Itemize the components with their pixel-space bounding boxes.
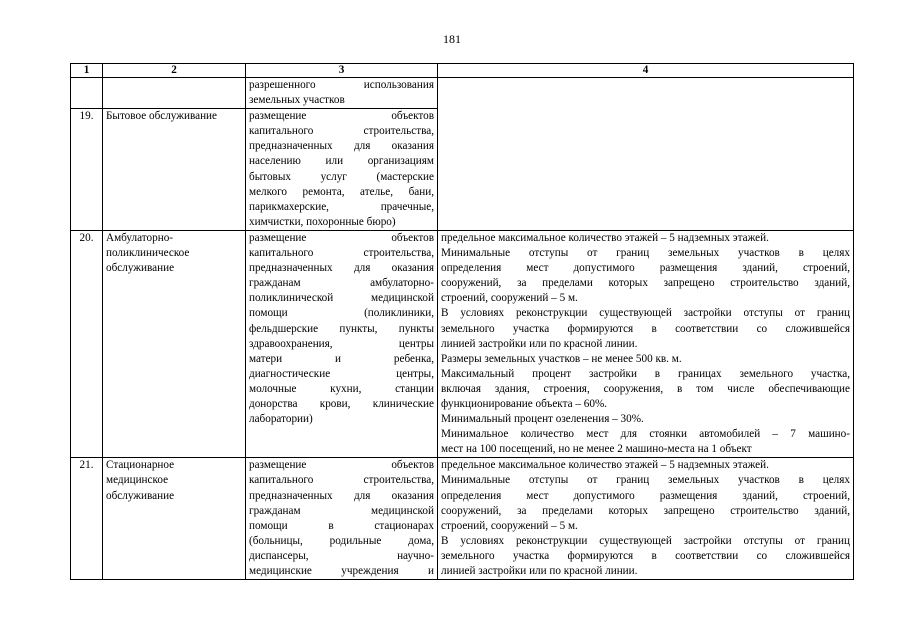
row-number-cell: 20. (71, 230, 103, 457)
description-cell-line: медицинские учреждения и (249, 565, 434, 577)
description-cell-line: диспансеры, научно- (249, 549, 434, 562)
parameters-cell-line: включая здания, строения, сооружения, в том числе обеспечивающие (441, 382, 850, 395)
header-col-1: 1 (71, 64, 103, 78)
description-cell-line: матери и ребенка, (249, 352, 434, 365)
description-cell (246, 109, 438, 231)
page-number: 181 (443, 32, 461, 46)
use-name-cell-line: обслуживание (106, 262, 175, 275)
parameters-cell-line: линией застройки или по красной линии. (441, 337, 638, 350)
description-cell (246, 230, 438, 457)
table-header-row (71, 64, 854, 78)
parameters-cell-line: Минимальные отступы от границ земельных участков в целях (441, 474, 850, 487)
description-cell-line: поликлинической медицинской (249, 292, 434, 305)
parameters-cell-line: земельного участка формируются в соответствии со сложившейся (441, 322, 850, 335)
parameters-cell-line: Минимальное количество мест для стоянки автомобилей – 7 машино- (441, 428, 850, 441)
use-name-cell-line: медицинское (106, 474, 169, 487)
header-col-2: 2 (103, 64, 246, 78)
description-cell-line: разрешенного использования (249, 79, 434, 91)
description-cell-line: земельных участков (249, 94, 345, 107)
description-cell (246, 78, 438, 109)
row-number-cell: 19. (71, 109, 103, 231)
description-cell-line: гражданам медицинской (249, 504, 434, 517)
table-row (71, 78, 854, 109)
header-col-3: 3 (246, 64, 438, 78)
description-cell-line: предназначенных для оказания (249, 489, 434, 502)
description-cell-line: капитального строительства, (249, 247, 434, 260)
description-cell-line: лаборатории) (249, 413, 313, 426)
parameters-cell (438, 230, 854, 457)
description-cell-line: химчистки, похоронные бюро) (249, 215, 396, 228)
description-cell-line: размещение объектов (249, 459, 434, 472)
description-cell-line: помощи (поликлиники, (249, 307, 434, 320)
parameters-cell-line: Размеры земельных участков – не менее 500 кв. м. (441, 352, 682, 365)
description-cell-line: населению или организациям (249, 155, 434, 168)
use-name-cell-line: поликлиническое (106, 247, 190, 260)
description-cell-line: помощи в стационарах (249, 519, 434, 532)
parameters-cell-line: определения мест допустимого размещения зданий, строений, (441, 262, 850, 275)
description-cell-line: мелкого ремонта, ателье, бани, (249, 185, 434, 198)
parameters-cell-line: Максимальный процент застройки в границах земельного участка, (441, 367, 850, 380)
parameters-cell-line: предельное максимальное количество этажей – 5 надземных этажей. (441, 231, 769, 244)
description-cell-line: (больницы, родильные дома, (249, 534, 434, 547)
description-cell-line: гражданам амбулаторно- (249, 277, 434, 290)
description-cell-line: донорства крови, клинические (249, 397, 434, 410)
parameters-cell (438, 78, 854, 231)
use-name-cell (103, 109, 246, 231)
description-cell-line: размещение объектов (249, 110, 434, 123)
use-name-cell-line: Бытовое обслуживание (106, 110, 218, 123)
description-cell-line: предназначенных для оказания (249, 262, 434, 275)
parameters-cell-line: В условиях реконструкции существующей застройки отступы от границ (441, 534, 850, 547)
parameters-cell-line: Минимальный процент озеленения – 30%. (441, 413, 644, 426)
use-name-cell-line: Амбулаторно- (106, 231, 174, 244)
parameters-cell-line: В условиях реконструкции существующей застройки отступы от границ (441, 307, 850, 320)
description-cell-line: размещение объектов (249, 231, 434, 244)
parameters-cell-line: земельного участка формируются в соответствии со сложившейся (441, 549, 850, 562)
parameters-cell-line: предельное максимальное количество этажей – 5 надземных этажей. (441, 459, 769, 472)
parameters-cell-line: мест на 100 посещений, но не менее 2 машино-места на 1 объект (441, 443, 752, 456)
description-cell-line: бытовых услуг (мастерские (249, 170, 434, 183)
description-cell-line: предназначенных для оказания (249, 140, 434, 153)
header-col-4: 4 (438, 64, 854, 78)
description-cell (246, 458, 438, 580)
parameters-cell-line: Минимальные отступы от границ земельных участков в целях (441, 247, 850, 260)
table-row (71, 230, 854, 457)
parameters-cell-line: строений, сооружений – 5 м. (441, 292, 578, 305)
use-name-cell (103, 78, 246, 109)
description-cell-line: капитального строительства, (249, 474, 434, 487)
description-cell-line: молочные кухни, станции (249, 382, 434, 395)
description-cell-line: диагностические центры, (249, 367, 434, 380)
parameters-cell-line: строений, сооружений – 5 м. (441, 519, 578, 532)
description-cell-line: парикмахерские, прачечные, (249, 200, 434, 213)
use-name-cell (103, 230, 246, 457)
row-number-cell: 21. (71, 458, 103, 580)
parameters-cell-line: функционирование объекта – 60%. (441, 397, 608, 410)
description-cell-line: здравоохранения, центры (249, 337, 434, 350)
parameters-cell-line: сооружений, за пределами которых запрещено строительство зданий, (441, 277, 850, 290)
use-name-cell (103, 458, 246, 580)
parameters-cell-line: определения мест допустимого размещения зданий, строений, (441, 489, 850, 502)
use-name-cell-line: Стационарное (106, 459, 175, 472)
parameters-cell-line: сооружений, за пределами которых запрещено строительство зданий, (441, 504, 850, 517)
parameters-cell-line: линией застройки или по красной линии. (441, 565, 638, 577)
description-cell-line: капитального строительства, (249, 125, 434, 138)
description-cell-line: фельдшерские пункты, пункты (249, 322, 434, 335)
use-name-cell-line: обслуживание (106, 489, 175, 502)
parameters-cell (438, 458, 854, 580)
row-number-cell (71, 78, 103, 109)
table-row (71, 458, 854, 580)
land-use-table (70, 63, 854, 580)
